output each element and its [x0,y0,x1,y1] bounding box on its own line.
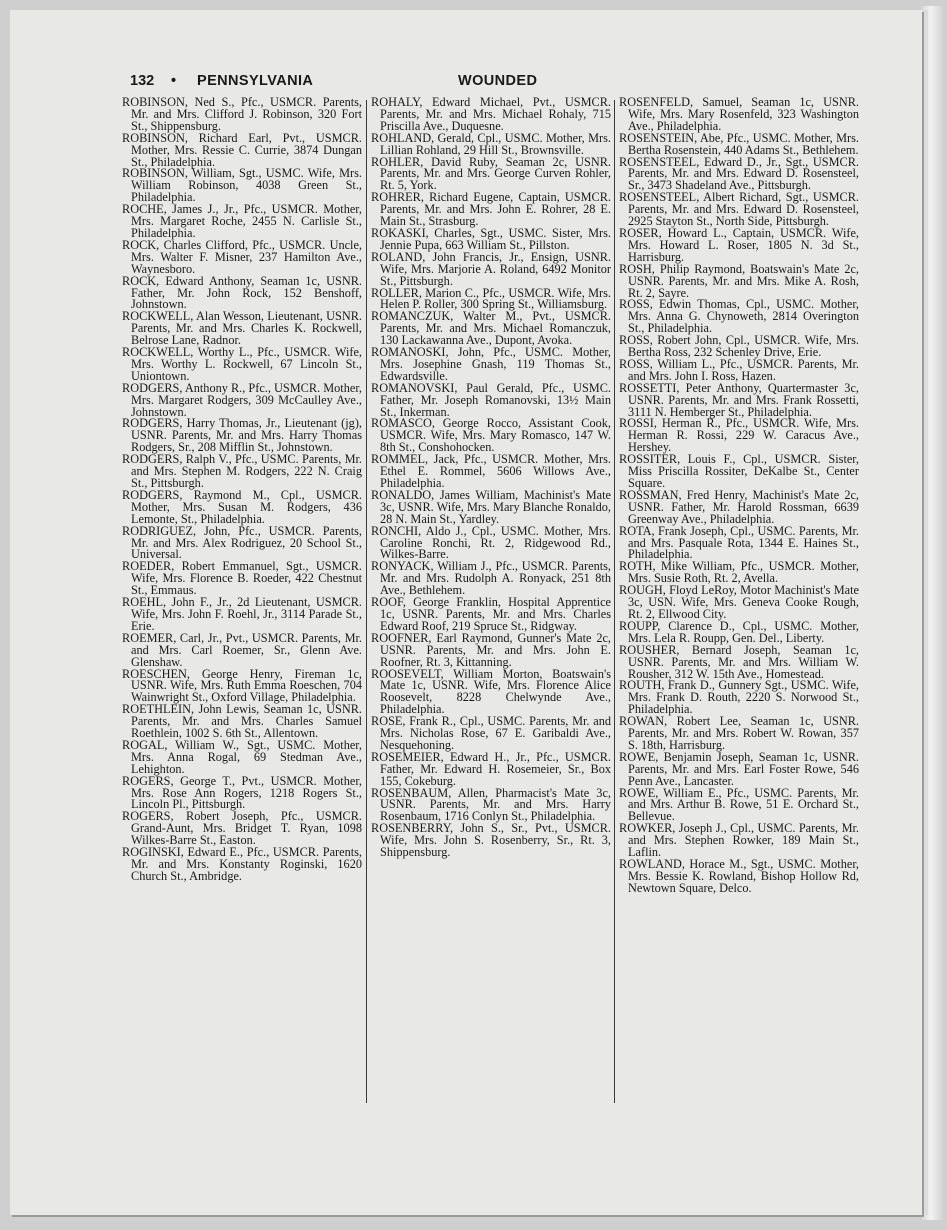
header-section: WOUNDED [458,73,538,89]
casualty-entry: ROCK, Charles Clifford, Pfc., USMCR. Uncle, Mrs. Walter F. Misner, 237 Hamilton Ave., Waynesboro. [122,237,362,276]
casualty-entry: ROEDER, Robert Emmanuel, Sgt., USMCR. Wife, Mrs. Florence B. Roeder, 422 Chestnut St., Emmaus. [122,559,362,598]
casualty-entry: ROKASKI, Charles, Sgt., USMC. Sister, Mrs. Jennie Pupa, 663 William St., Pillston. [371,225,611,252]
column-1 [122,97,362,883]
column-divider [366,100,367,1103]
page-number: 132 [130,73,155,89]
casualty-entry: ROLLER, Marion C., Pfc., USMCR. Wife, Mrs. Helen P. Roller, 300 Spring St., Williamsburg. [371,285,611,312]
casualty-entry: ROSENSTEEL, Albert Richard, Sgt., USMCR. Parents, Mr. and Mrs. Edward D. Rosensteel, 2925 Stayton St., North Side, Pittsburgh. [619,190,859,229]
casualty-entry: ROWLAND, Horace M., Sgt., USMC. Mother, Mrs. Bessie K. Rowland, Bishop Hollow Rd, Newtown Square, Delco. [619,857,859,895]
casualty-entry: ROHALY, Edward Michael, Pvt., USMCR. Parents, Mr. and Mrs. Michael Rohaly, 715 Priscilla Ave., Duquesne. [371,95,611,133]
casualty-entry: ROSENBERRY, John S., Sr., Pvt., USMCR. Wife, Mrs. John S. Rosenberry, Sr., Rt. 3, Shippensburg. [371,821,611,860]
casualty-entry: ROSENBAUM, Allen, Pharmacist's Mate 3c, USNR. Parents, Mr. and Mrs. Harry Rosenbaum, 1716 Conlyn St., Philadelphia. [371,785,611,824]
casualty-entry: RODGERS, Ralph V., Pfc., USMC. Parents, Mr. and Mrs. Stephen M. Rodgers, 222 N. Craig St., Pittsburgh. [122,452,362,490]
casualty-entry: ROEMER, Carl, Jr., Pvt., USMCR. Parents, Mr. and Mrs. Carl Roemer, Sr., Glenn Ave. Glenshaw. [122,630,362,669]
casualty-entry: ROWE, William E., Pfc., USMC. Parents, Mr. and Mrs. Arthur B. Rowe, 51 E. Orchard St., Bellevue. [619,785,859,824]
casualty-entry: ROSER, Howard L., Captain, USMCR. Wife, Mrs. Howard L. Roser, 1805 N. 3d St., Harrisburg. [619,225,859,264]
casualty-entry: ROUTH, Frank D., Gunnery Sgt., USMC. Wife, Mrs. Frank D. Routh, 2220 S. Norwood St., Philadelphia. [619,678,859,717]
casualty-entry: ROSS, Edwin Thomas, Cpl., USMC. Mother, Mrs. Anna G. Chynoweth, 2814 Overington St., Philadelphia. [619,297,859,336]
casualty-entry: ROSSI, Herman R., Pfc., USMCR. Wife, Mrs. Herman R. Rossi, 229 W. Caracus Ave., Hershey. [619,416,859,455]
casualty-entry: RODGERS, Anthony R., Pfc., USMCR. Mother, Mrs. Margaret Rodgers, 309 McCaulley Ave., Johnstown. [122,380,363,419]
casualty-entry: ROCKWELL, Alan Wesson, Lieutenant, USNR. Parents, Mr. and Mrs. Charles K. Rockwell, Belrose Lane, Radnor. [122,309,362,348]
casualty-entry: ROWAN, Robert Lee, Seaman 1c, USNR. Parents, Mr. and Mrs. Robert W. Rowan, 357 S. 18th, Harrisburg. [619,714,859,752]
casualty-entry: ROSEMEIER, Edward H., Jr., Pfc., USMCR. Father, Mr. Edward H. Rosemeier, Sr., Box 155, Cokeburg. [371,749,611,788]
casualty-entry: RODGERS, Harry Thomas, Jr., Lieutenant (jg), USNR. Parents, Mr. and Mrs. Harry Thomas Rodgers, Sr., 208 Mifflin St., Johnstown. [122,416,362,455]
casualty-entry: ROCKWELL, Worthy L., Pfc., USMCR. Wife, Mrs. Worthy L. Rockwell, 67 Lincoln St., Uniontown. [122,345,362,383]
casualty-entry: ROWE, Benjamin Joseph, Seaman 1c, USNR. Parents, Mr. and Mrs. Earl Foster Rowe, 546 Penn Ave., Lancaster. [619,749,859,788]
casualty-entry: ROWKER, Joseph J., Cpl., USMC. Parents, Mr. and Mrs. Stephen Rowker, 189 Main St., Laflin. [619,821,859,860]
casualty-entry: ROSS, Robert John, Cpl., USMCR. Wife, Mrs. Bertha Ross, 232 Schenley Drive, Erie. [619,333,859,360]
casualty-entry: ROOF, George Franklin, Hospital Apprentice 1c, USNR. Parents, Mr. and Mrs. Charles Edward Roof, 219 Spruce St., Ridgway. [371,595,611,633]
casualty-entry: ROBINSON, Ned S., Pfc., USMCR. Parents, Mr. and Mrs. Clifford J. Robinson, 320 Fort St., Shippensburg. [122,95,362,133]
casualty-entry: ROOSEVELT, William Morton, Boatswain's Mate 1c, USNR. Wife, Mrs. Florence Alice Roosevelt, 8228 Chelwynde Ave., Philadelphia. [371,666,611,717]
casualty-entry: ROTH, Mike William, Pfc., USMCR. Mother, Mrs. Susie Roth, Rt. 2, Avella. [619,559,859,586]
column-3 [619,97,859,895]
casualty-entry: ROGERS, George T., Pvt., USMCR. Mother, Mrs. Rose Ann Rogers, 1218 Rogers St., Lincoln Pl., Pittsburgh. [122,773,362,812]
casualty-entry: ROSE, Frank R., Cpl., USMC. Parents, Mr. and Mrs. Nicholas Rose, 67 E. Garibaldi Ave., Nesquehoning. [371,714,611,752]
casualty-entry: ROGAL, William W., Sgt., USMC. Mother, Mrs. Anna Rogal, 69 Stedman Ave., Lehighton. [122,737,362,776]
casualty-entry: ROLAND, John Francis, Jr., Ensign, USNR. Wife, Mrs. Marjorie A. Roland, 6492 Monitor St., Pittsburgh. [371,249,611,288]
casualty-entry: RONYACK, William J., Pfc., USMCR. Parents, Mr. and Mrs. Rudolph A. Ronyack, 251 8th Ave., Bethlehem. [371,559,611,598]
casualty-entry: ROBINSON, Richard Earl, Pvt., USMCR. Mother, Mrs. Ressie C. Currie, 3874 Dungan St., Philadelphia. [122,130,362,169]
casualty-entry: ROUGH, Floyd LeRoy, Motor Machinist's Mate 3c, USN. Wife, Mrs. Geneva Cooke Rough, Rt. 2, Ellwood City. [619,583,859,621]
casualty-entry: ROHLER, David Ruby, Seaman 2c, USNR. Parents, Mr. and Mrs. George Curven Rohler, Rt. 5, York. [371,154,611,193]
casualty-entry: ROCK, Edward Anthony, Seaman 1c, USNR. Father, Mr. John Rock, 152 Benshoff, Johnstown. [122,273,362,312]
casualty-entry: ROMANOSKI, John, Pfc., USMC. Mother, Mrs. Josephine Gnash, 119 Thomas St., Edwardsville. [371,345,611,383]
casualty-entry: ROSENFELD, Samuel, Seaman 1c, USNR. Wife, Mrs. Mary Rosenfeld, 323 Washington Ave., Philadelphia. [619,95,859,133]
casualty-entry: ROUPP, Clarence D., Cpl., USMC. Mother, Mrs. Lela R. Roupp, Gen. Del., Liberty. [619,618,859,645]
casualty-entry: ROOFNER, Earl Raymond, Gunner's Mate 2c, USNR. Parents, Mr. and Mrs. John E. Roofner, Rt. 3, Kittanning. [371,630,611,669]
casualty-entry: ROSSMAN, Fred Henry, Machinist's Mate 2c, USNR. Father, Mr. Harold Rossman, 6639 Greenway Ave., Philadelphia. [619,487,859,526]
page-header [130,70,865,94]
header-state: PENNSYLVANIA [197,73,314,89]
casualty-entry: ROETHLEIN, John Lewis, Seaman 1c, USNR. Parents, Mr. and Mrs. Charles Samuel Roethlein, 1002 S. 6th St., Allentown. [122,702,362,741]
header-bullet: • [171,73,177,89]
casualty-entry: ROMANCZUK, Walter M., Pvt., USMCR. Parents, Mr. and Mrs. Michael Romanczuk, 130 Lackawanna Ave., Dupont, Avoka. [371,309,611,348]
casualty-entry: ROMANOVSKI, Paul Gerald, Pfc., USMC. Father, Mr. Joseph Romanovski, 13½ Main St., Inkerman. [371,380,611,419]
casualty-entry: ROSENSTEEL, Edward D., Jr., Sgt., USMCR. Parents, Mr. and Mrs. Edward D. Rosensteel, Sr., 3473 Shadeland Ave., Pittsburgh. [619,154,859,193]
column-2 [371,97,611,859]
casualty-entry: ROESCHEN, George Henry, Fireman 1c, USNR. Wife, Mrs. Ruth Emma Roeschen, 704 Wainwright St., Oxford Village, Philadelphia. [122,666,362,705]
casualty-entry: ROGERS, Robert Joseph, Pfc., USMCR. Grand-Aunt, Mrs. Bridget T. Ryan, 1098 Wilkes-Barre St., Easton. [122,809,362,848]
page-edge [922,6,944,1220]
casualty-entry: ROSSITER, Louis F., Cpl., USMCR. Sister, Miss Priscilla Rossiter, DeKalbe St., Center Square. [619,452,859,490]
casualty-entry: ROCHE, James J., Jr., Pfc., USMCR. Mother, Mrs. Margaret Roche, 2455 N. Carlisle St., Philadelphia. [122,202,362,240]
casualty-entry: ROBINSON, William, Sgt., USMC. Wife, Mrs. William Robinson, 4038 Green St., Philadelphia. [122,166,362,205]
casualty-entry: ROSS, William L., Pfc., USMCR. Parents, Mr. and Mrs. John I. Ross, Hazen. [619,356,859,383]
casualty-entry: ROGINSKI, Edward E., Pfc., USMCR. Parents, Mr. and Mrs. Konstanty Roginski, 1620 Church St., Ambridge. [122,845,362,883]
casualty-entry: ROTA, Frank Joseph, Cpl., USMC. Parents, Mr. and Mrs. Pasquale Rota, 1344 E. Haines St., Philadelphia. [619,523,859,562]
casualty-entry: RONCHI, Aldo J., Cpl., USMC. Mother, Mrs. Caroline Ronchi, Rt. 2, Ridgewood Rd., Wilkes-Barre. [371,523,611,562]
column-divider [614,100,615,1103]
casualty-entry: RODGERS, Raymond M., Cpl., USMCR. Mother, Mrs. Susan M. Rodgers, 436 Lemonte, St., Philadelphia. [122,487,362,526]
casualty-entry: ROSSETTI, Peter Anthony, Quartermaster 3c, USNR. Parents, Mr. and Mrs. Frank Rossetti, 3111 N. Hemberger St., Philadelphia. [619,380,859,419]
casualty-entry: ROMMEL, Jack, Pfc., USMCR. Mother, Mrs. Ethel E. Rommel, 5606 Willows Ave., Philadelphia. [371,452,611,490]
casualty-entry: ROHRER, Richard Eugene, Captain, USMCR. Parents, Mr. and Mrs. John E. Rohrer, 28 E. Main St., Strasburg. [371,190,611,229]
casualty-entry: ROUSHER, Bernard Joseph, Seaman 1c, USNR. Parents, Mr. and Mrs. William W. Rousher, 312 W. 15th Ave., Homestead. [619,642,859,681]
casualty-entry: ROSENSTEIN, Abe, Pfc., USMC. Mother, Mrs. Bertha Rosenstein, 440 Adams St., Bethlehem. [619,130,859,157]
casualty-entry: ROSH, Philip Raymond, Boatswain's Mate 2c, USNR. Parents, Mr. and Mrs. Mike A. Rosh, Rt. 2, Sayre. [619,261,859,300]
casualty-entry: ROMASCO, George Rocco, Assistant Cook, USMCR. Wife, Mrs. Mary Romasco, 147 W. 8th St., Conshohocken. [371,416,611,455]
casualty-entry: ROEHL, John F., Jr., 2d Lieutenant, USMCR. Wife, Mrs. John F. Roehl, Jr., 3114 Parade St., Erie. [122,595,362,633]
casualty-entry: RONALDO, James William, Machinist's Mate 3c, USNR. Wife, Mrs. Mary Blanche Ronaldo, 28 N. Main St., Yardley. [371,487,611,526]
casualty-entry: ROHLAND, Gerald, Cpl., USMC. Mother, Mrs. Lillian Rohland, 29 Hill St., Brownsville. [371,130,611,157]
casualty-entry: RODRIGUEZ, John, Pfc., USMCR. Parents, Mr. and Mrs. Alex Rodriguez, 20 School St., Universal. [122,523,362,562]
